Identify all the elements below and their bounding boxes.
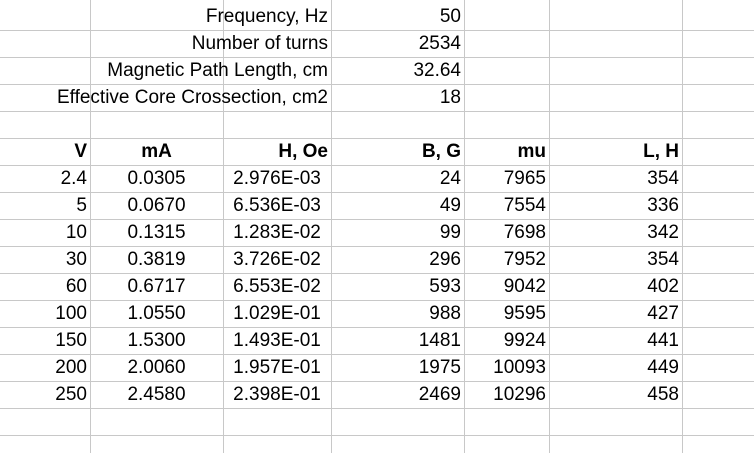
column-gridline <box>682 0 683 453</box>
data-cell[interactable]: 1.493E-01 <box>233 330 321 351</box>
data-cell[interactable]: 988 <box>429 303 461 324</box>
data-cell[interactable]: 7965 <box>503 168 546 189</box>
row-gridline <box>0 111 754 112</box>
data-cell[interactable]: 1.957E-01 <box>233 357 321 378</box>
data-cell[interactable]: 0.6717 <box>127 276 186 297</box>
data-cell[interactable]: 449 <box>647 357 679 378</box>
data-cell[interactable]: 10 <box>65 222 87 243</box>
column-header-cell[interactable]: mu <box>517 141 546 162</box>
column-header-cell[interactable]: mA <box>141 141 172 162</box>
data-cell[interactable]: 0.0305 <box>127 168 186 189</box>
data-cell[interactable]: 150 <box>55 330 87 351</box>
data-cell[interactable]: 49 <box>439 195 461 216</box>
data-cell[interactable]: 2.4580 <box>127 384 186 405</box>
column-header-cell[interactable]: H, Oe <box>278 141 328 162</box>
data-cell[interactable]: 2.0060 <box>127 357 186 378</box>
data-cell[interactable]: 402 <box>647 276 679 297</box>
parameter-value-cell[interactable]: 32.64 <box>413 60 461 81</box>
parameter-value-cell[interactable]: 18 <box>439 87 461 108</box>
data-cell[interactable]: 7554 <box>503 195 546 216</box>
data-cell[interactable]: 2.4 <box>60 168 87 189</box>
data-cell[interactable]: 296 <box>429 249 461 270</box>
data-cell[interactable]: 593 <box>429 276 461 297</box>
data-cell[interactable]: 0.0670 <box>127 195 186 216</box>
data-cell[interactable]: 200 <box>55 357 87 378</box>
data-cell[interactable]: 2.398E-01 <box>233 384 321 405</box>
data-cell[interactable]: 24 <box>439 168 461 189</box>
data-cell[interactable]: 7698 <box>503 222 546 243</box>
column-header-cell[interactable]: L, H <box>643 141 679 162</box>
parameter-label-cell[interactable]: Magnetic Path Length, cm <box>107 60 328 81</box>
data-cell[interactable]: 354 <box>647 168 679 189</box>
data-cell[interactable]: 10296 <box>493 384 546 405</box>
data-cell[interactable]: 1.283E-02 <box>233 222 321 243</box>
parameter-value-cell[interactable]: 2534 <box>418 33 461 54</box>
data-cell[interactable]: 250 <box>55 384 87 405</box>
data-cell[interactable]: 99 <box>439 222 461 243</box>
data-cell[interactable]: 5 <box>76 195 87 216</box>
data-cell[interactable]: 10093 <box>493 357 546 378</box>
data-cell[interactable]: 2469 <box>418 384 461 405</box>
data-cell[interactable]: 441 <box>647 330 679 351</box>
data-cell[interactable]: 354 <box>647 249 679 270</box>
data-cell[interactable]: 6.536E-03 <box>233 195 321 216</box>
data-cell[interactable]: 9042 <box>503 276 546 297</box>
data-cell[interactable]: 1975 <box>418 357 461 378</box>
data-cell[interactable]: 2.976E-03 <box>233 168 321 189</box>
data-cell[interactable]: 0.3819 <box>127 249 186 270</box>
data-cell[interactable]: 1.0550 <box>127 303 186 324</box>
row-gridline <box>0 435 754 436</box>
parameter-label-cell[interactable]: Frequency, Hz <box>205 6 328 27</box>
data-cell[interactable]: 1.029E-01 <box>233 303 321 324</box>
parameter-label-cell[interactable]: Effective Core Crossection, cm2 <box>56 87 328 108</box>
row-gridline <box>0 408 754 409</box>
data-cell[interactable]: 60 <box>65 276 87 297</box>
data-cell[interactable]: 1481 <box>418 330 461 351</box>
data-cell[interactable]: 3.726E-02 <box>233 249 321 270</box>
data-cell[interactable]: 9924 <box>503 330 546 351</box>
column-header-cell[interactable]: B, G <box>421 141 461 162</box>
data-cell[interactable]: 342 <box>647 222 679 243</box>
data-cell[interactable]: 30 <box>65 249 87 270</box>
parameter-value-cell[interactable]: 50 <box>439 6 461 27</box>
data-cell[interactable]: 9595 <box>503 303 546 324</box>
data-cell[interactable]: 1.5300 <box>127 330 186 351</box>
data-cell[interactable]: 336 <box>647 195 679 216</box>
column-header-cell[interactable]: V <box>74 141 87 162</box>
data-cell[interactable]: 458 <box>647 384 679 405</box>
data-cell[interactable]: 100 <box>55 303 87 324</box>
data-cell[interactable]: 0.1315 <box>127 222 186 243</box>
data-cell[interactable]: 427 <box>647 303 679 324</box>
parameter-label-cell[interactable]: Number of turns <box>191 33 328 54</box>
data-cell[interactable]: 7952 <box>503 249 546 270</box>
data-cell[interactable]: 6.553E-02 <box>233 276 321 297</box>
